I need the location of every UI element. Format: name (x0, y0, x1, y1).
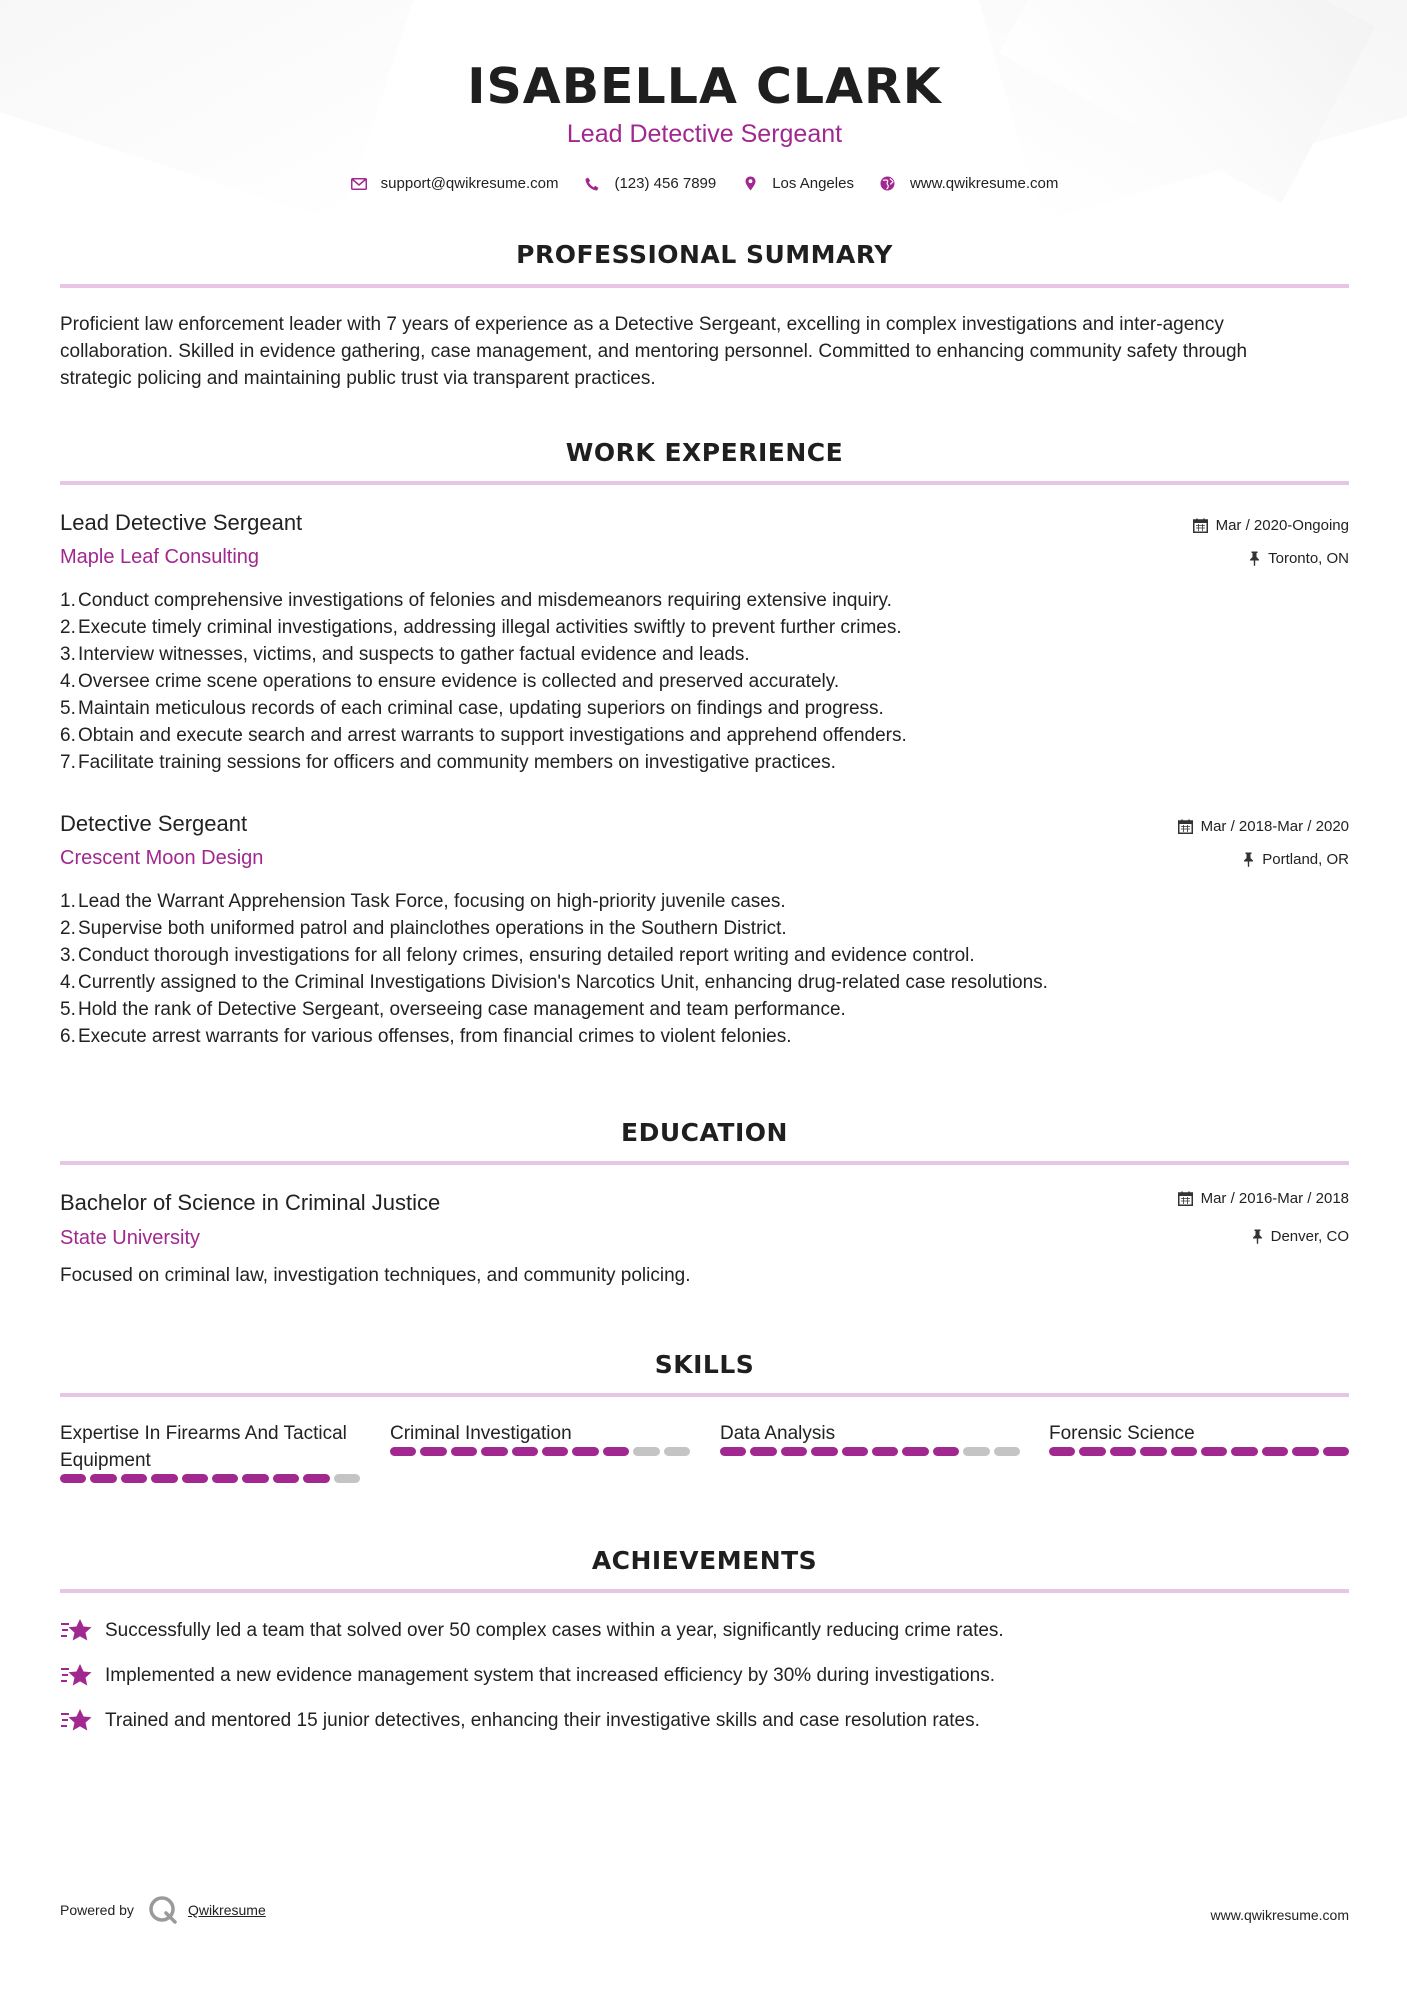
section-title-achievements: ACHIEVEMENTS (591, 1546, 818, 1575)
contact-website[interactable] (880, 175, 1058, 192)
section-title-skills: SKILLS (654, 1350, 755, 1379)
skill-level-segment (60, 1474, 86, 1483)
skill-name: Data Analysis (720, 1423, 836, 1444)
contact-location (742, 175, 854, 192)
section-divider (60, 284, 1349, 288)
skill-level-segment (273, 1474, 299, 1483)
skill-name: Criminal Investigation (390, 1423, 572, 1444)
skill-level-segment (664, 1447, 690, 1456)
skill-level-segment (303, 1474, 329, 1483)
skill-level-segment (842, 1447, 868, 1456)
skill-level-segment (1079, 1447, 1105, 1456)
skill-item (720, 1420, 1020, 1456)
job-title: Lead Detective Sergeant (60, 510, 303, 535)
qwikresume-link[interactable]: Qwikresume (187, 1902, 266, 1918)
skill-level-segment (811, 1447, 837, 1456)
qwikresume-logo-icon (148, 1895, 178, 1925)
skill-level-segment (1110, 1447, 1136, 1456)
summary-line: collaboration. Skilled in evidence gathering, case management, and mentoring personnel. Committed to enhancing community safety through (60, 341, 1248, 362)
date-text: Mar / 2020-Ongoing (1215, 517, 1349, 534)
skill-name: Forensic Science (1049, 1423, 1195, 1444)
contact-email[interactable] (351, 175, 559, 192)
school-name: State University (60, 1227, 201, 1249)
candidate-name: ISABELLA CLARK (467, 58, 942, 115)
phone-text: (123) 456 7899 (614, 175, 717, 192)
skill-level-bar (390, 1447, 690, 1456)
calendar-icon (1178, 819, 1193, 834)
list-item: 1. Conduct comprehensive investigations of felonies and misdemeanors requiring extensive inquiry. (60, 590, 892, 611)
education-location (1252, 1228, 1349, 1245)
pushpin-icon (1243, 852, 1254, 867)
skill-level-segment (994, 1447, 1020, 1456)
skill-level-segment (902, 1447, 928, 1456)
achievement-item (60, 1662, 1349, 1690)
skill-level-segment (481, 1447, 507, 1456)
footer-website-link[interactable]: www.qwikresume.com (1210, 1907, 1349, 1923)
summary-line: Proficient law enforcement leader with 7 years of experience as a Detective Sergeant, excelling in complex investigations and inter-agency (60, 314, 1224, 335)
pushpin-icon (1249, 551, 1260, 566)
skill-item (390, 1420, 690, 1456)
list-item: 4. Oversee crime scene operations to ensure evidence is collected and preserved accurately. (60, 671, 840, 692)
skill-level-segment (933, 1447, 959, 1456)
skill-level-segment (212, 1474, 238, 1483)
skill-level-segment (1231, 1447, 1257, 1456)
email-text: support@qwikresume.com (380, 175, 559, 192)
skill-level-segment (781, 1447, 807, 1456)
skill-level-segment (512, 1447, 538, 1456)
list-item: 6. Execute arrest warrants for various offenses, from financial crimes to violent felonies. (60, 1026, 792, 1047)
candidate-role: Lead Detective Sergeant (566, 120, 843, 148)
skill-level-segment (542, 1447, 568, 1456)
skill-level-segment (1292, 1447, 1318, 1456)
section-divider (60, 1161, 1349, 1165)
skill-level-segment (1171, 1447, 1197, 1456)
skill-level-segment (1201, 1447, 1227, 1456)
skill-level-bar (720, 1447, 1020, 1456)
skill-level-segment (390, 1447, 416, 1456)
section-title-summary: PROFESSIONAL SUMMARY (516, 240, 893, 269)
achievement-item (60, 1707, 1349, 1735)
skill-level-segment (1049, 1447, 1075, 1456)
location-text: Toronto, ON (1268, 550, 1349, 567)
skill-level-segment (963, 1447, 989, 1456)
skill-level-segment (572, 1447, 598, 1456)
location-text: Portland, OR (1262, 851, 1349, 868)
skill-level-segment (603, 1447, 629, 1456)
powered-by-label: Powered by (60, 1902, 134, 1918)
job-location (1249, 550, 1349, 567)
section-title-experience: WORK EXPERIENCE (565, 438, 844, 467)
section-divider (60, 1393, 1349, 1397)
skill-level-bar (60, 1474, 360, 1483)
contact-bar (60, 175, 1349, 192)
job-title: Detective Sergeant (60, 811, 248, 836)
job-dates (1193, 517, 1349, 534)
skill-level-segment (182, 1474, 208, 1483)
date-text: Mar / 2016-Mar / 2018 (1200, 1190, 1349, 1207)
header-background (0, 0, 1407, 230)
skill-level-segment (750, 1447, 776, 1456)
list-item: 6. Obtain and execute search and arrest warrants to support investigations and apprehend offenders. (60, 725, 907, 746)
skill-level-segment (1323, 1447, 1349, 1456)
education-dates (1178, 1190, 1349, 1207)
location-text: Los Angeles (772, 175, 854, 192)
list-item: 5. Maintain meticulous records of each criminal case, updating superiors on findings and progress. (60, 698, 884, 719)
summary-line: strategic policing and maintaining public trust via transparent practices. (60, 368, 656, 389)
website-text: www.qwikresume.com (909, 175, 1059, 192)
job-location (1243, 851, 1349, 868)
skill-level-segment (451, 1447, 477, 1456)
phone-icon (584, 176, 600, 192)
section-divider (60, 1589, 1349, 1593)
skill-level-segment (720, 1447, 746, 1456)
duty-list (60, 587, 1349, 776)
location-text: Denver, CO (1270, 1228, 1349, 1245)
company-name: Crescent Moon Design (60, 847, 264, 869)
company-name: Maple Leaf Consulting (60, 546, 260, 568)
skill-level-segment (1140, 1447, 1166, 1456)
skill-level-segment (872, 1447, 898, 1456)
pushpin-icon (1252, 1229, 1263, 1244)
skill-item (60, 1420, 360, 1483)
achievement-text: Successfully led a team that solved over 50 complex cases within a year, significantly reducing crime rates. (105, 1620, 1004, 1641)
contact-phone[interactable] (584, 175, 716, 192)
summary-text (60, 311, 1349, 392)
envelope-icon (351, 176, 367, 192)
skill-name: Expertise In Firearms And Tactical Equipment (60, 1423, 347, 1471)
list-item: 2. Execute timely criminal investigations, addressing illegal activities swiftly to prevent further crimes. (60, 617, 902, 638)
education-description: Focused on criminal law, investigation techniques, and community policing. (60, 1265, 691, 1286)
list-item: 3. Interview witnesses, victims, and suspects to gather factual evidence and leads. (60, 644, 750, 665)
skill-level-segment (334, 1474, 360, 1483)
skill-level-bar (1049, 1447, 1349, 1456)
calendar-icon (1193, 518, 1208, 533)
star-icon (60, 1617, 94, 1645)
list-item: 1. Lead the Warrant Apprehension Task Force, focusing on high-priority juvenile cases. (60, 891, 786, 912)
job-dates (1178, 818, 1349, 835)
duty-list (60, 888, 1349, 1050)
list-item: 2. Supervise both uniformed patrol and plainclothes operations in the Southern District. (60, 918, 787, 939)
globe-icon (880, 176, 896, 192)
degree-title: Bachelor of Science in Criminal Justice (60, 1190, 441, 1215)
skill-level-segment (121, 1474, 147, 1483)
date-text: Mar / 2018-Mar / 2020 (1200, 818, 1349, 835)
skill-item (1049, 1420, 1349, 1456)
star-icon (60, 1662, 94, 1690)
footer-powered-by (60, 1895, 266, 1925)
skill-level-segment (420, 1447, 446, 1456)
list-item: 3. Conduct thorough investigations for all felony crimes, ensuring detailed report writing and evidence control. (60, 945, 975, 966)
list-item: 5. Hold the rank of Detective Sergeant, overseeing case management and team performance. (60, 999, 846, 1020)
achievement-text: Implemented a new evidence management system that increased efficiency by 30% during investigations. (105, 1665, 995, 1686)
star-icon (60, 1707, 94, 1735)
skill-level-segment (151, 1474, 177, 1483)
calendar-icon (1178, 1191, 1193, 1206)
achievement-item (60, 1617, 1349, 1645)
list-item: 4. Currently assigned to the Criminal Investigations Division's Narcotics Unit, enhancing drug-related case resolutions. (60, 972, 1048, 993)
achievement-text: Trained and mentored 15 junior detectives, enhancing their investigative skills and case resolution rates. (105, 1710, 980, 1731)
section-divider (60, 481, 1349, 485)
section-title-education: EDUCATION (621, 1118, 788, 1147)
skill-level-segment (242, 1474, 268, 1483)
skill-level-segment (90, 1474, 116, 1483)
map-pin-icon (742, 176, 758, 192)
list-item: 7. Facilitate training sessions for officers and community members on investigative practices. (60, 752, 836, 773)
skill-level-segment (633, 1447, 659, 1456)
skill-level-segment (1262, 1447, 1288, 1456)
